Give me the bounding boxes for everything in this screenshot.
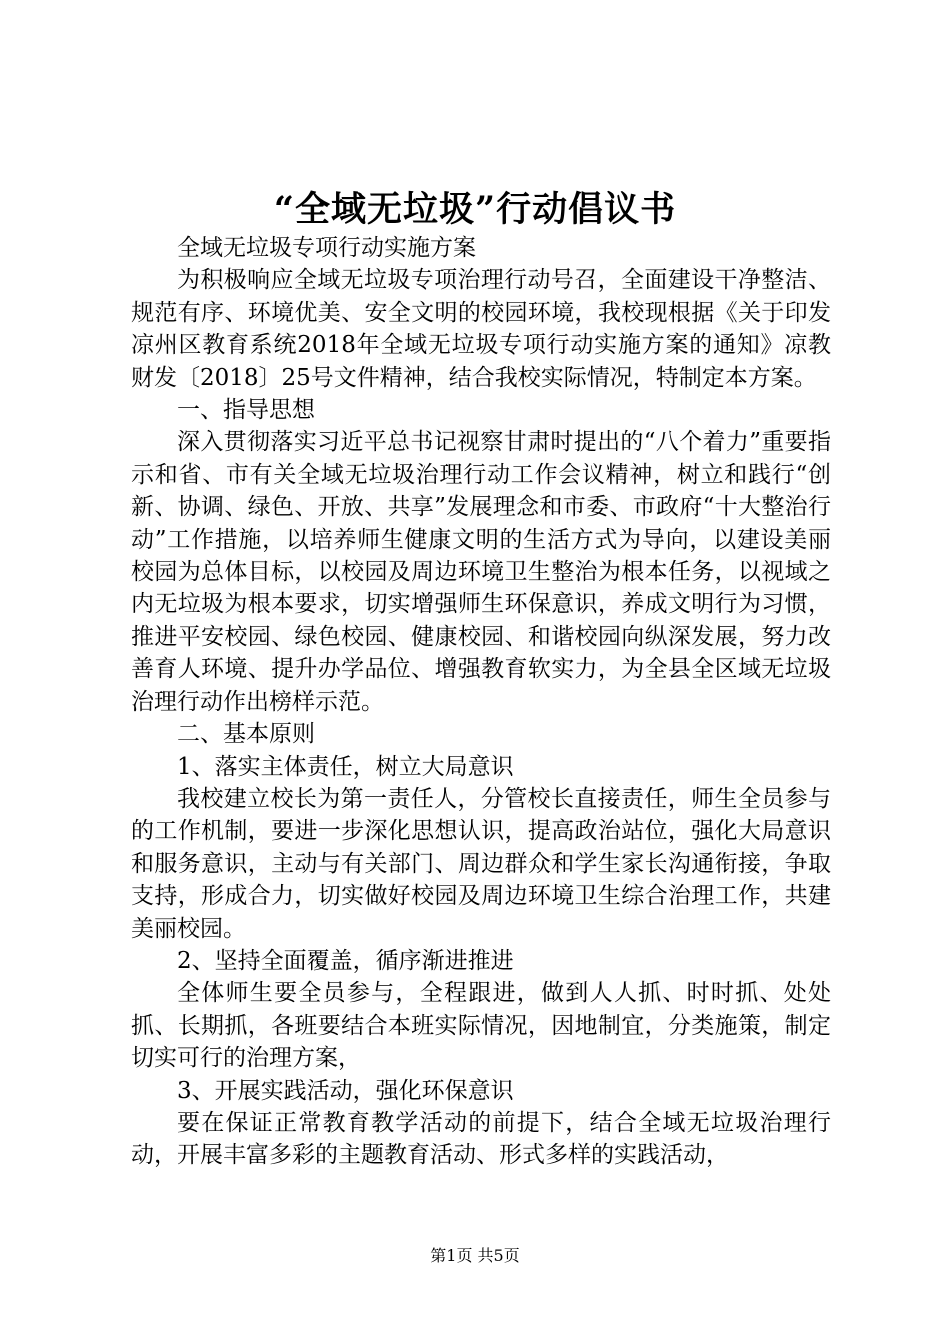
subheading-principle-3: 3、开展实践活动，强化环保意识 bbox=[177, 1077, 514, 1104]
subheading-principle-2: 2、坚持全面覆盖，循序渐进推进 bbox=[177, 947, 514, 974]
paragraph-subtitle: 全域无垃圾专项行动实施方案 bbox=[177, 235, 476, 261]
section-heading-guiding-ideology: 一、指导思想 bbox=[177, 397, 315, 424]
paragraph-intro: 为积极响应全域无垃圾专项治理行动号召，全面建设干净整洁、规范有序、环境优美、安全文明的校园环境，我校现根据《关于印发凉州区教育系统2018年全域无垃圾专项行动实施方案的通知》凉教财发〔2018〕25号文件精神，结合我校实际情况，特制定本方案。 bbox=[131, 267, 831, 391]
paragraph-principle-2: 全体师生要全员参与，全程跟进，做到人人抓、时时抓、处处抓、长期抓，各班要结合本班实际情况，因地制宜，分类施策，制定切实可行的治理方案， bbox=[131, 980, 831, 1072]
paragraph-principle-3: 要在保证正常教育教学活动的前提下，结合全域无垃圾治理行动，开展丰富多彩的主题教育活动、形式多样的实践活动， bbox=[131, 1109, 831, 1169]
page-footer: 第1页 共5页 bbox=[430, 1246, 520, 1265]
subheading-principle-1: 1、落实主体责任，树立大局意识 bbox=[177, 753, 514, 780]
paragraph-principle-1: 我校建立校长为第一责任人，分管校长直接责任，师生全员参与的工作机制，要进一步深化思想认识，提高政治站位，强化大局意识和服务意识，主动与有关部门、周边群众和学生家长沟通衔接，争取支持，形成合力，切实做好校园及周边环境卫生综合治理工作，共建美丽校园。 bbox=[131, 785, 831, 942]
document-title: “全域无垃圾”行动倡议书 bbox=[273, 189, 677, 230]
document-body bbox=[131, 232, 831, 1172]
paragraph-guiding-ideology: 深入贯彻落实习近平总书记视察甘肃时提出的“八个着力”重要指示和省、市有关全域无垃圾治理行动工作会议精神，树立和践行“创新、协调、绿色、开放、共享”发展理念和市委、市政府“十大整治行动”工作措施，以培养师生健康文明的生活方式为导向，以建设美丽校园为总体目标，以校园及周边环境卫生整治为根本任务，以视域之内无垃圾为根本要求，切实增强师生环保意识，养成文明行为习惯，推进平安校园、绿色校园、健康校园、和谐校园向纵深发展，努力改善育人环境、提升办学品位、增强教育软实力，为全县全区域无垃圾治理行动作出榜样示范。 bbox=[131, 429, 831, 715]
section-heading-basic-principles: 二、基本原则 bbox=[177, 721, 315, 748]
